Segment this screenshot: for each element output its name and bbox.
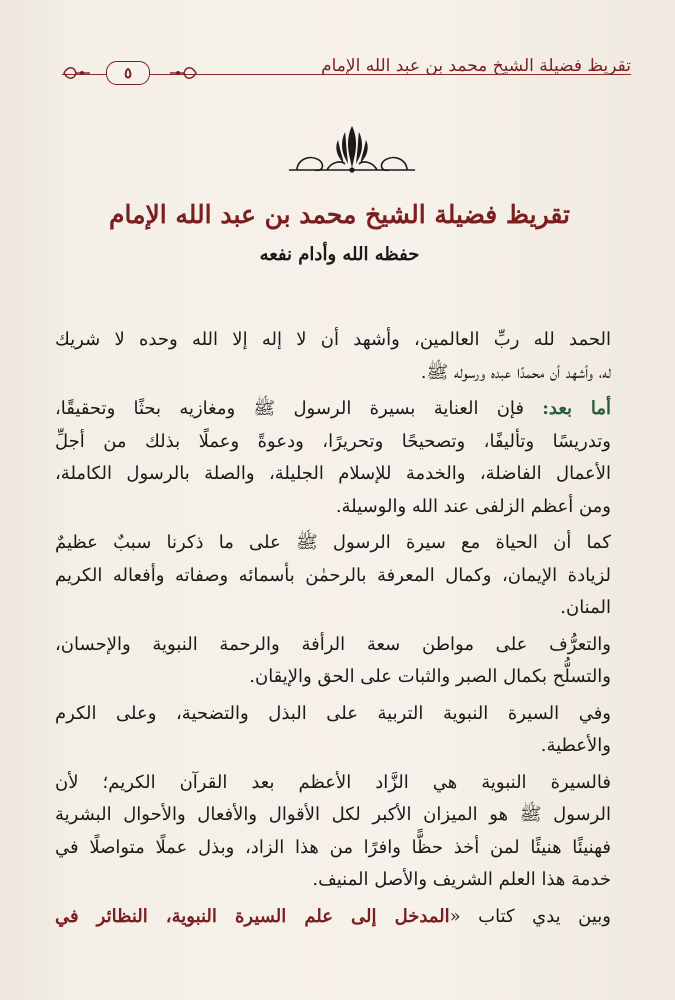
- text-line: المنان.: [560, 597, 611, 618]
- text-line: وتدريسًا وتأليفًا، وتصحيحًا وتحريرًا، ودعوةً وعملًا بذلك من أجلِّ: [55, 430, 611, 452]
- text-line: الرسول ﷺ هو الميزان الأكبر لكل الأقوال والأفعال والأحوال البشرية: [55, 804, 611, 825]
- lead-phrase: أما بعد:: [542, 398, 611, 419]
- text-line: خدمة هذا العلم الشريف والأصل المنيف.: [312, 869, 611, 890]
- book-title: المدخل إلى علم السيرة النبوية، النظائر في: [55, 905, 450, 927]
- page-number-box: [92, 60, 164, 86]
- text-line: وفي السيرة النبوية التربية على البذل والتضحية، وعلى الكرم: [55, 702, 611, 724]
- text-line: [55, 393, 631, 426]
- paragraph-1: [55, 324, 631, 389]
- text-span: وبين يدي كتاب «: [449, 905, 611, 927]
- text-line: كما أن الحياة مع سيرة الرسول ﷺ على ما ذكرنا سببٌ عظيمٌ: [55, 532, 611, 553]
- running-title: تقريظ فضيلة الشيخ محمد بن عبد الله الإمام: [321, 56, 631, 76]
- text-line: والأعطية.: [540, 735, 611, 756]
- text-line: ومن أعظم الزلفى عند الله والوسيلة.: [335, 495, 611, 517]
- paragraph-6: [55, 767, 631, 897]
- text-line: والتعرُّف على مواطن سعة الرأفة والرحمة النبوية والإحسان،: [55, 633, 611, 655]
- flourish-left-icon: [62, 63, 92, 83]
- chapter-title: تقريظ فضيلة الشيخ محمد بن عبد الله الإمام: [108, 200, 571, 229]
- paragraph-7: [55, 901, 631, 934]
- text-line: فهنيئًا هنيئًا لمن أخذ حظًّا وافرًا من هذا الزاد، وبذل عملًا متواصلًا في: [55, 836, 611, 858]
- text-line: الأعمال الفاضلة، والخدمة للإسلام الجليلة، والصلة بالرسول الكاملة،: [55, 463, 611, 484]
- text-line: لزيادة الإيمان، وكمال المعرفة بالرحمٰن بأسمائه وصفاته وأفعاله الكريم: [55, 564, 611, 586]
- text-span: فإن العناية بسيرة الرسول ﷺ ومغازيه بحثًا وتحقيقًا،: [55, 398, 543, 419]
- body-text: [55, 324, 631, 937]
- text-line: له، وأشهد أن محمدًا عبده ورسوله ﷺ.: [420, 361, 611, 383]
- page-number: ٥: [106, 61, 150, 85]
- paragraph-3: [55, 527, 631, 625]
- text-line: الحمد لله ربِّ العالمين، وأشهد أن لا إله إلا الله وحده لا شريك: [55, 329, 611, 350]
- paragraph-2: [55, 393, 631, 523]
- chapter-subtitle: حفظه الله وأدام نفعه: [259, 244, 420, 265]
- paragraph-5: [55, 698, 631, 763]
- text-line: فالسيرة النبوية هي الزَّاد الأعظم بعد القرآن الكريم؛ لأن: [55, 771, 611, 793]
- chapter-ornament-icon: [287, 124, 417, 180]
- text-line: [55, 901, 631, 934]
- paragraph-4: [55, 629, 631, 694]
- text-line: والتسلُّح بكمال الصبر والثبات على الحق والإيقان.: [249, 666, 611, 687]
- flourish-right-icon: [168, 63, 198, 83]
